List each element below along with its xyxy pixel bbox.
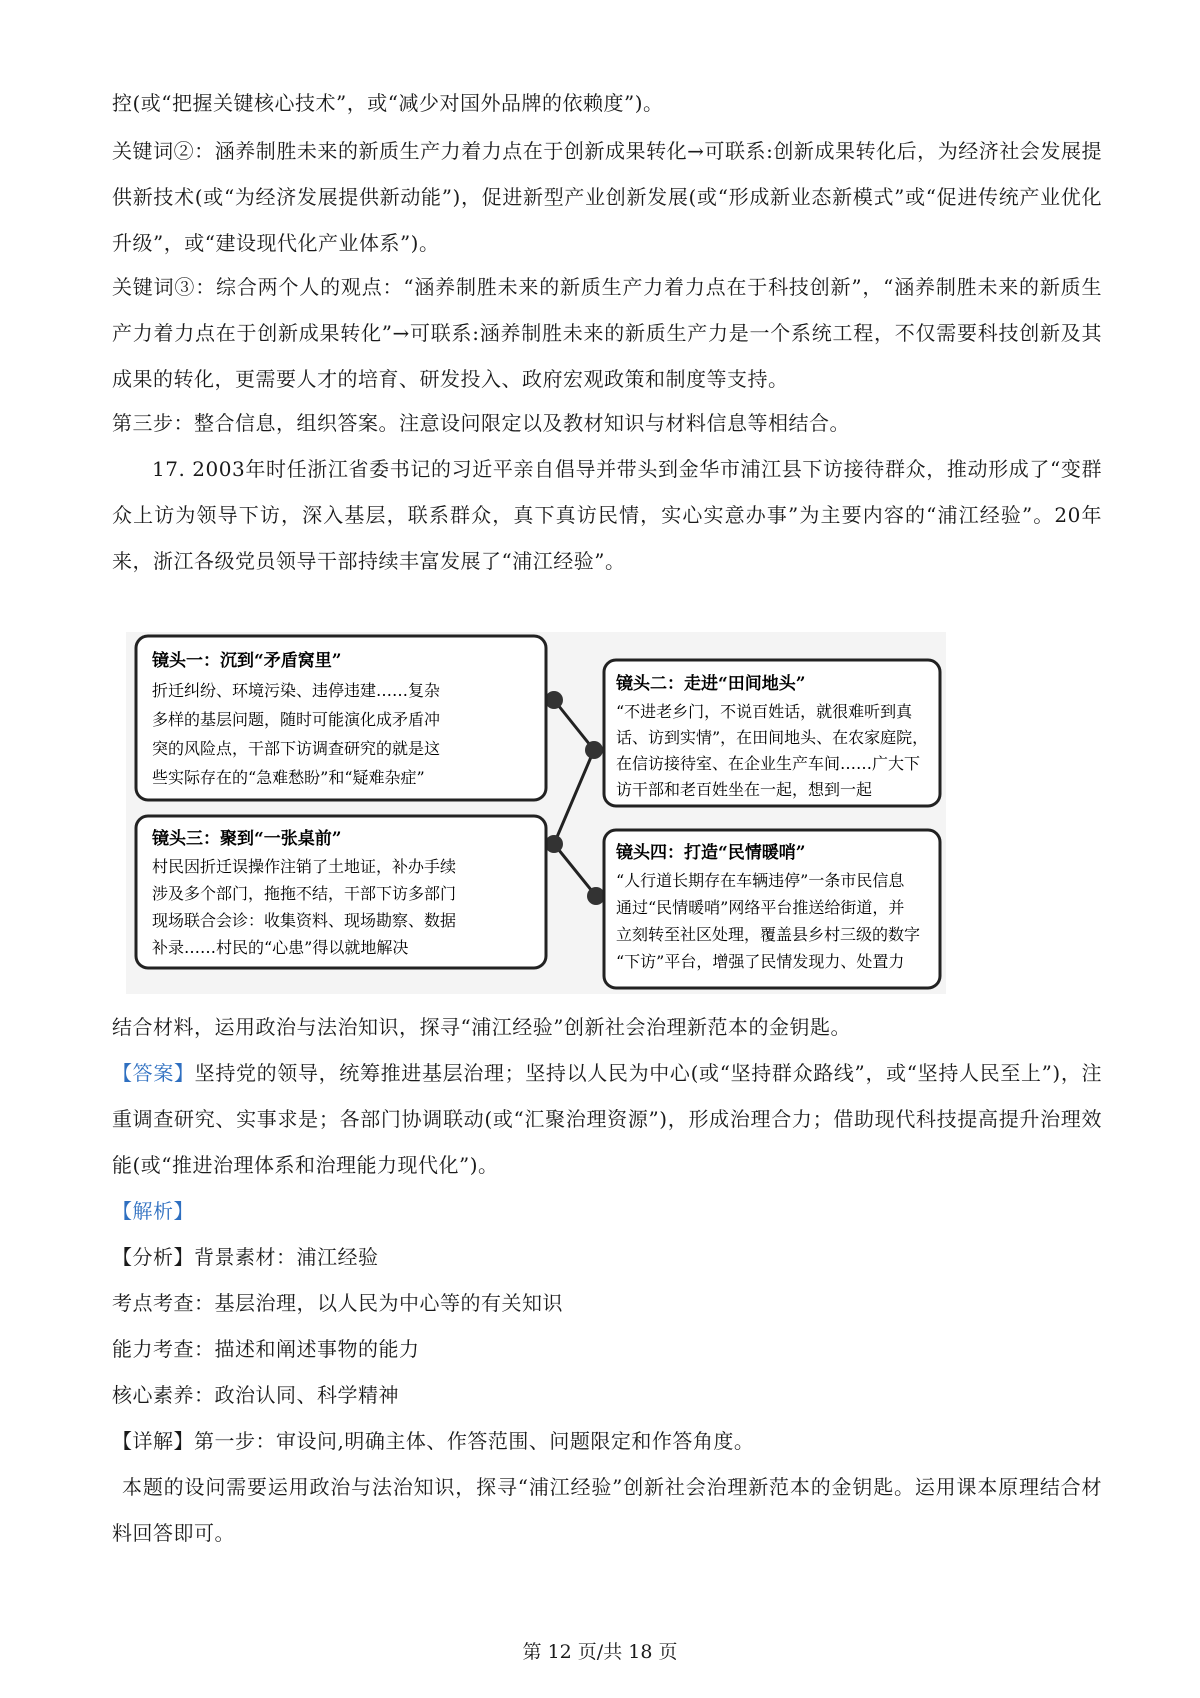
box-3-title: 镜头三：聚到“一张桌前” [152,829,342,849]
analysis-ability: 能力考查：描述和阐述事物的能力 [112,1337,420,1361]
connector-line [554,700,596,896]
material-figure [126,632,946,994]
box-1-line-4: 些实际存在的“急难愁盼”和“疑难杂症” [152,768,425,787]
paragraph-keyword-3: 关键词③：综合两个人的观点：“涵养制胜未来的新质生产力着力点在于科技创新”，“涵养制胜未来的新质生产力着力点在于创新成果转化”→可联系:涵养制胜未来的新质生产力是一个系统工程，不仅需要科技创新及其成果的转化，更需要人才的培育、研发投入、政府宏观政策和制度等支持。 [112,275,1102,391]
analysis-literacy: 核心素养：政治认同、科学精神 [112,1383,399,1407]
detail-step-1: 【详解】第一步：审设问,明确主体、作答范围、问题限定和作答角度。 [112,1429,755,1453]
question-17: 17. 2003年时任浙江省委书记的习近平亲自倡导并带头到金华市浦江县下访接待群众，推动形成了“变群众上访为领导下访，深入基层，联系群众，真下真访民情，实心实意办事”为主要内容的“浦江经验”。20年来，浙江各级党员领导干部持续丰富发展了“浦江经验”。 [112,457,1102,573]
connector-dot-3 [545,835,563,853]
box-4-line-2: 通过“民情暖哨”网络平台推送给街道，并 [616,898,905,917]
figure-diagram [126,632,946,994]
paragraph-keyword-2: 关键词②：涵养制胜未来的新质生产力着力点在于创新成果转化→可联系:创新成果转化后，为经济社会发展提供新技术(或“为经济发展提供新动能”)，促进新型产业创新发展(或“形成新业态新模式”或“促进传统产业优化升级”，或“建设现代化产业体系”)。 [112,139,1102,255]
box-1-line-1: 折迁纠纷、环境污染、违停违建……复杂 [152,681,441,700]
box-2-line-1: “不进老乡门，不说百姓话，就很难听到真 [616,702,913,721]
box-4-title: 镜头四：打造“民情暖哨” [616,843,806,863]
page-footer: 第 12 页/共 18 页 [522,1641,678,1663]
box-4-line-1: “人行道长期存在车辆违停”一条市民信息 [616,871,905,890]
box-1-line-2: 多样的基层问题，随时可能演化成矛盾冲 [152,710,441,729]
connector-dot-4 [587,887,605,905]
box-3-line-4: 补录……村民的“心患”得以就地解决 [152,938,409,957]
box-1-line-3: 突的风险点，干部下访调查研究的就是这 [152,739,441,758]
box-2-line-3: 在信访接待室、在企业生产车间……广大下 [616,754,921,773]
question-prompt: 结合材料，运用政治与法治知识，探寻“浦江经验”创新社会治理新范本的金钥匙。 [112,1015,851,1039]
box-4-line-4: “下访”平台，增强了民情发现力、处置力 [616,952,905,971]
box-2-line-4: 访干部和老百姓坐在一起，想到一起 [616,780,873,799]
paragraph-step-3: 第三步：整合信息，组织答案。注意设问限定以及教材知识与材料信息等相结合。 [112,411,850,435]
analysis-points: 考点考查：基层治理，以人民为中心等的有关知识 [112,1291,563,1315]
detail-explanation: 本题的设问需要运用政治与法治知识，探寻“浦江经验”创新社会治理新范本的金钥匙。运用课本原理结合材料回答即可。 [112,1475,1102,1545]
box-3-line-2: 涉及多个部门，拖拖不结，干部下访多部门 [152,884,457,903]
box-2-line-2: 话、访到实情”，在田间地头、在农家庭院， [616,728,929,747]
box-2-title: 镜头二：走进“田间地头” [616,674,806,694]
analysis-label: 【解析】 [112,1199,194,1223]
box-1-title: 镜头一：沉到“矛盾窝里” [152,651,342,671]
paragraph-cont: 控(或“把握关键核心技术”，或“减少对国外品牌的依赖度”)。 [112,91,664,115]
answer-text: 坚持党的领导，统筹推进基层治理；坚持以人民为中心(或“坚持群众路线”，或“坚持人民至上”)，注重调查研究、实事求是；各部门协调联动(或“汇聚治理资源”)，形成治理合力；借助现代科技提高提升治理效能(或“推进治理体系和治理能力现代化”)。 [112,1061,1102,1177]
box-4-line-3: 立刻转至社区处理，覆盖县乡村三级的数字 [616,925,921,944]
box-3-line-3: 现场联合会诊：收集资料、现场勘察、数据 [152,911,457,930]
analysis-background: 【分析】背景素材：浦江经验 [112,1245,379,1269]
answer-paragraph [112,1050,1102,1188]
connector-dot-1 [545,691,563,709]
connector-dot-2 [585,741,603,759]
box-3-line-1: 村民因折迁误操作注销了土地证，补办手续 [152,857,457,876]
answer-label: 【答案】 [112,1061,195,1085]
